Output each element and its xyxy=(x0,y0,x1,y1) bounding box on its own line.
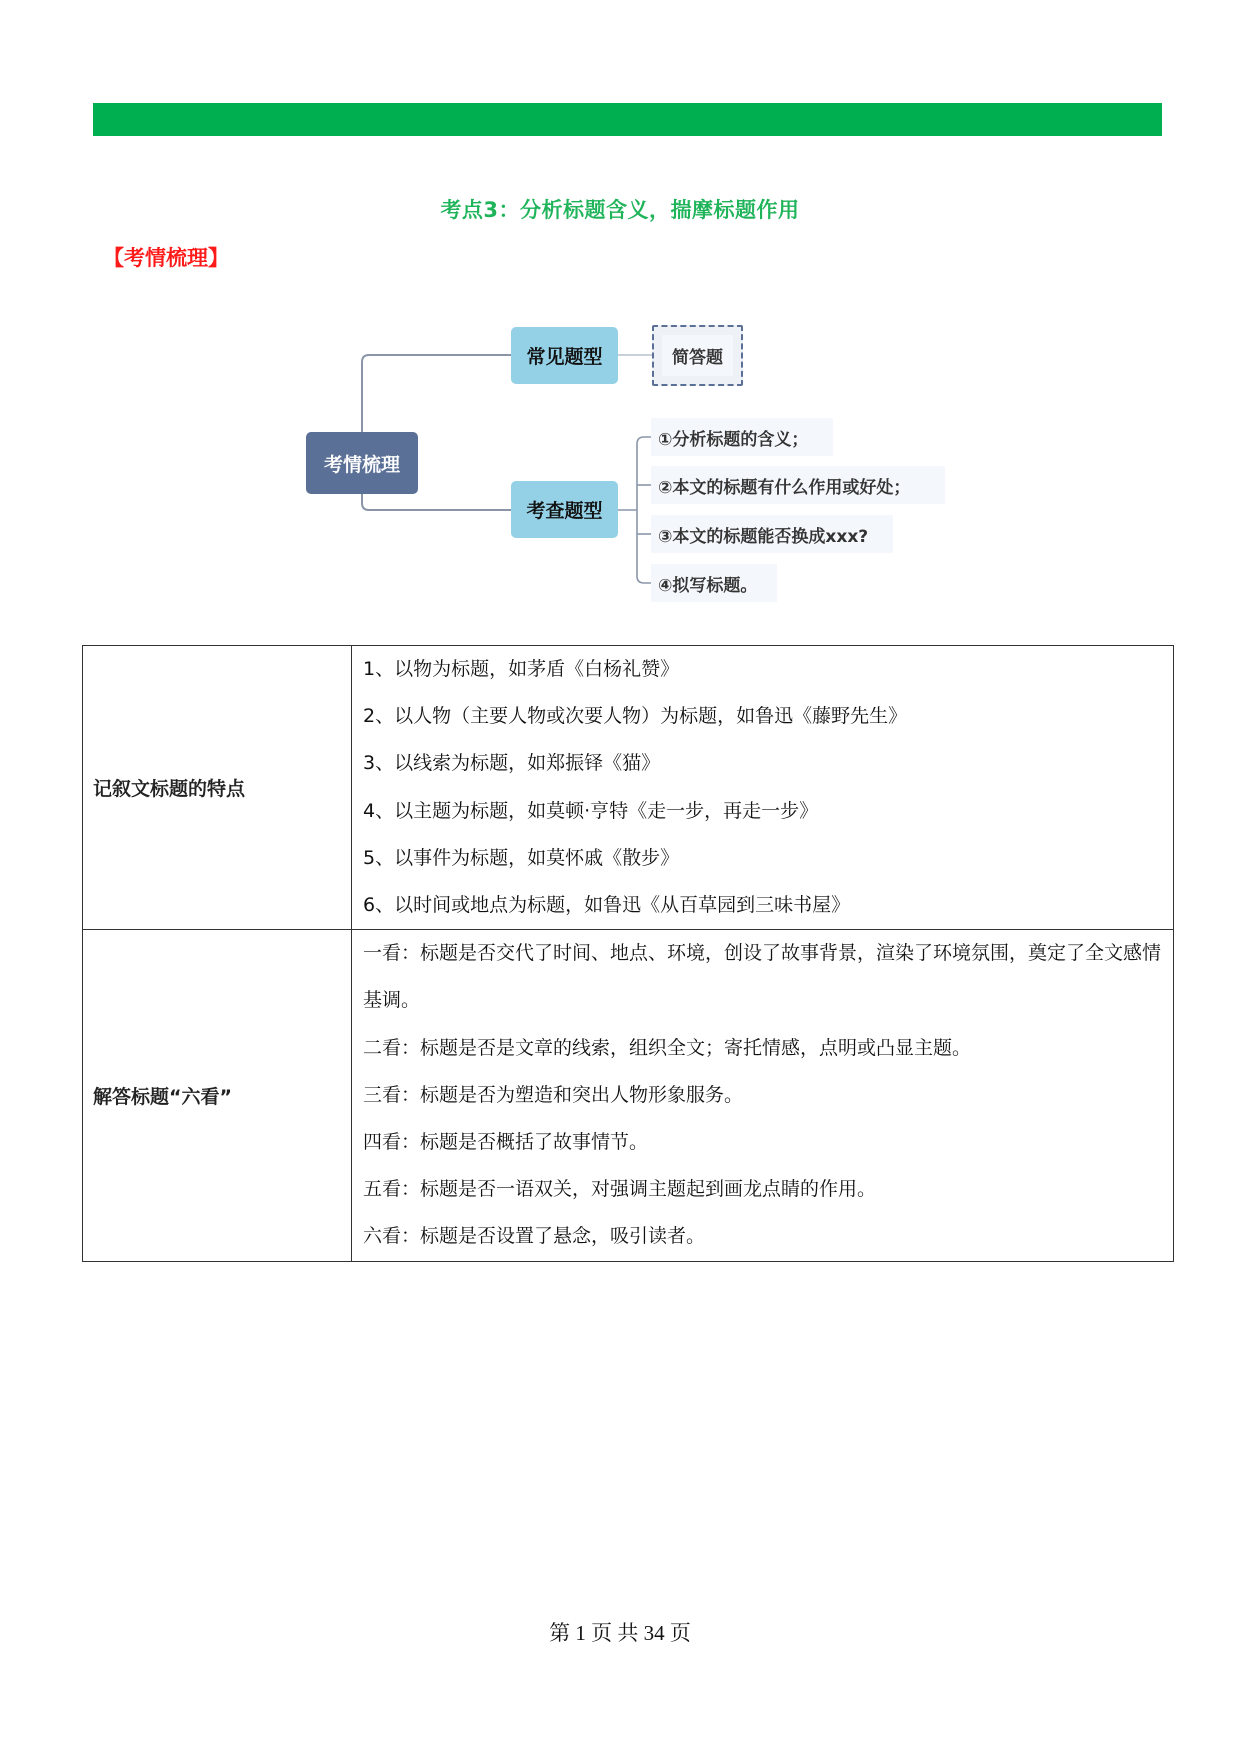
table-row xyxy=(83,646,1174,930)
content-line: 5、以事件为标题，如莫怀戚《散步》 xyxy=(363,846,680,869)
mind-map-root: 考情梳理 xyxy=(306,432,418,494)
leaf-item: ②本文的标题有什么作用或好处； xyxy=(651,466,945,504)
content-line: 五看：标题是否一语双关，对强调主题起到画龙点睛的作用。 xyxy=(363,1178,877,1201)
mind-map-connectors xyxy=(0,0,1240,620)
content-line: 2、以人物（主要人物或次要人物）为标题，如鲁迅《藤野先生》 xyxy=(363,705,908,728)
content-line: 1、以物为标题，如茅盾《白杨礼赞》 xyxy=(363,658,680,680)
content-line: 三看：标题是否为塑造和突出人物形象服务。 xyxy=(363,1083,744,1106)
content-line: 一看：标题是否交代了时间、地点、环境，创设了故事背景，渲染了环境氛围，奠定了全文感情基调。 xyxy=(363,942,1162,1012)
section-label: 【考情梳理】 xyxy=(103,246,229,270)
content-line: 6、以时间或地点为标题，如鲁迅《从百草园到三味书屋》 xyxy=(363,894,851,917)
header-accent-bar xyxy=(93,103,1162,136)
leaf-item: ①分析标题的含义； xyxy=(651,418,833,456)
row-content xyxy=(352,646,1174,930)
content-line: 二看：标题是否是文章的线索，组织全文；寄托情感，点明或凸显主题。 xyxy=(363,1036,972,1059)
row-label: 解答标题“六看” xyxy=(83,930,352,1261)
content-line: 4、以主题为标题，如莫顿·亨特《走一步，再走一步》 xyxy=(363,799,819,822)
leaf-short-answer-label: 简答题 xyxy=(662,335,733,376)
content-table xyxy=(82,645,1174,1262)
content-line: 六看：标题是否设置了悬念，吸引读者。 xyxy=(363,1225,706,1248)
row-label: 记叙文标题的特点 xyxy=(83,646,352,930)
row-content xyxy=(352,930,1174,1261)
content-line: 四看：标题是否概括了故事情节。 xyxy=(363,1131,649,1154)
page-title: 考点3：分析标题含义，揣摩标题作用 xyxy=(440,198,800,222)
page-number: 第 1 页 共 34 页 xyxy=(549,1621,691,1645)
leaf-item: ④拟写标题。 xyxy=(651,564,777,602)
content-line: 3、以线索为标题，如郑振铎《猫》 xyxy=(363,752,661,775)
leaf-short-answer xyxy=(652,325,743,386)
leaf-item: ③本文的标题能否换成xxx? xyxy=(651,515,893,553)
mind-map xyxy=(0,0,1240,620)
branch-common-question-types: 常见题型 xyxy=(511,327,618,384)
table-row xyxy=(83,930,1174,1261)
branch-exam-question-types: 考查题型 xyxy=(511,481,618,538)
